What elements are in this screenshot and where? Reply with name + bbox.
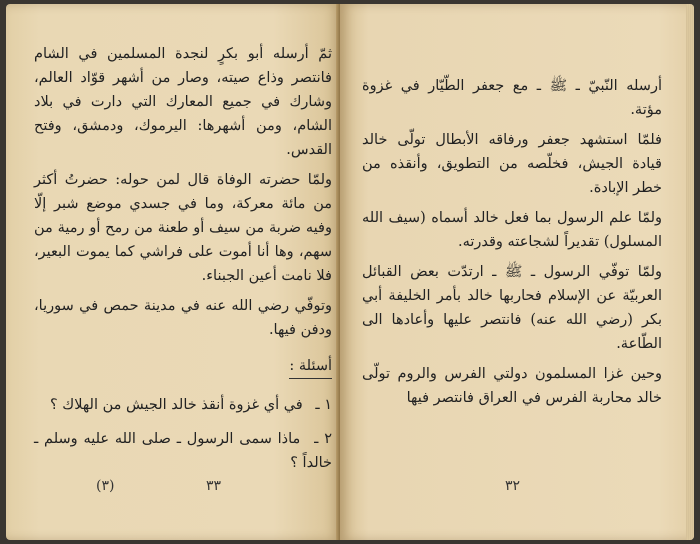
right-page — [340, 4, 694, 540]
paragraph: ولمّا توفّي الرسول ـ ﷺ ـ ارتدّت بعض القبائل العربيّة عن الإسلام فحاربها خالد بأمر الخليفة أبي بكر (رضي الله عنه) فانتصر عليها وأعادها الى الطّاعة. — [362, 264, 662, 352]
left-page-text — [34, 42, 332, 485]
paragraph: ثمّ أرسله أبو بكرٍ لنجدة المسلمين في الشام فانتصر وذاع صيته، وصار من أشهر قوّاد العالم، وشارك في جميع المعارك التي دارت في بلاد الشام، ومن أشهرها: اليرموك، ودمشق، وفتح القدس. — [34, 46, 332, 158]
paragraph: أرسله النّبيّ ـ ﷺ ـ مع جعفر الطّيّار في غزوة مؤتة. — [362, 78, 662, 118]
question-item — [34, 427, 332, 475]
paragraph: فلمّا استشهد جعفر ورفاقه الأبطال تولّى خالد قيادة الجيش، فخلّصه من التطويق، وأنقذه من خطر الإبادة. — [362, 132, 662, 196]
question-item — [34, 393, 332, 417]
paragraph: وحين غزا المسلمون دولتي الفرس والروم تولّى خالد محاربة الفرس في العراق فانتصر فيها — [362, 366, 662, 406]
question-number: ٢ ـ — [314, 431, 332, 447]
questions-heading: أسئلة : — [289, 354, 332, 379]
right-page-text — [362, 74, 662, 416]
lesson-number: (٣) — [96, 478, 115, 494]
question-text: ماذا سمى الرسول ـ صلى الله عليه وسلم ـ خالداً ؟ — [34, 431, 332, 471]
left-page — [6, 4, 340, 540]
question-number: ١ ـ — [315, 397, 332, 413]
page-number: ٣٣ — [206, 478, 222, 494]
paragraph: ولمّا حضرته الوفاة قال لمن حوله: حضرتُ أكثر من مائة معركة، وما في جسدي موضع شبر إلّا وفيه ضربة من سيف أو طعنة من رمح أو رمية من سهم، وها أنا أموت على فراشي كما يموت البعير، فلا نامت أعين الجبناء. — [34, 172, 332, 284]
paragraph: وتوفّي رضي الله عنه في مدينة حمص في سوريا، ودفن فيها. — [34, 298, 332, 338]
page-number: ٣٢ — [505, 478, 521, 494]
question-text: في أي غزوة أنقذ خالد الجيش من الهلاك ؟ — [49, 397, 303, 413]
paragraph: ولمّا علم الرسول بما فعل خالد أسماه (سيف الله المسلول) تقديراً لشجاعته وقدرته. — [362, 210, 662, 250]
